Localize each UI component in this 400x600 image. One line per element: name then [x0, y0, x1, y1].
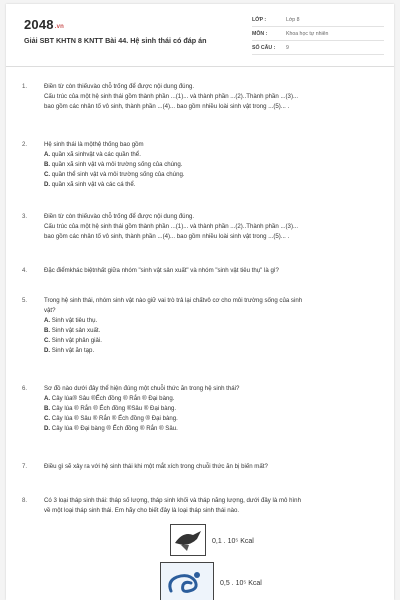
question-body: [44, 212, 374, 242]
site-logo[interactable]: [24, 17, 64, 32]
question-line: Có 3 loại tháp sinh thái: tháp số lượng, tháp sinh khối và tháp năng lượng, dưới đây là mô hình: [44, 497, 301, 504]
question-line: Hệ sinh thái là mộthệ thống bao gồm: [44, 141, 144, 148]
option-key: A.: [44, 317, 51, 324]
document-page: [6, 4, 394, 600]
question-number: 4.: [22, 267, 28, 274]
question-body: [44, 82, 374, 112]
question-line: bao gồm các nhân tố vô sinh, thành phần ...(4)... bao gồm nhiều loài sinh vật trong ...(5)... .: [44, 103, 290, 110]
meta-label: MÔN :: [252, 30, 268, 37]
answer-option[interactable]: [44, 316, 374, 326]
question-number: 3.: [22, 213, 28, 220]
option-text: quần thể sinh vật và môi trường sống của chúng.: [51, 171, 185, 178]
question-body: [44, 296, 374, 356]
option-key: C.: [44, 171, 51, 178]
question-line: vật?: [44, 307, 56, 314]
answer-option[interactable]: [44, 404, 374, 414]
option-text: Cây lúa ® Rắn ® Ếch đồng ®Sâu ® Đại bàng.: [51, 405, 177, 412]
logo-sub-text: .vn: [54, 24, 65, 30]
meta-value: 9: [286, 44, 289, 51]
meta-value: Khoa học tự nhiên: [286, 30, 329, 37]
question-line: Đặc điểmkhác biệtnhất giữa nhóm "sinh vật sản xuất" và nhóm "sinh vật tiêu thụ" là gì?: [44, 267, 279, 274]
document-header: [6, 4, 394, 67]
answer-option[interactable]: [44, 150, 374, 160]
meta-row-subject: [252, 27, 384, 41]
ecological-pyramid-figure: [156, 524, 316, 600]
option-key: C.: [44, 415, 51, 422]
option-text: quần xã sinh vật và môi trường sống của chúng.: [51, 161, 183, 168]
answer-option[interactable]: [44, 414, 374, 424]
option-text: Sinh vật tiêu thụ.: [51, 317, 98, 324]
answer-option[interactable]: [44, 346, 374, 356]
option-key: D.: [44, 347, 51, 354]
logo-main-text: 2048: [24, 17, 54, 32]
eagle-icon: [171, 525, 205, 555]
option-text: Sinh vật phân giải.: [51, 337, 102, 344]
question-number: 8.: [22, 497, 28, 504]
question-line: về một loại tháp sinh thái. Em hãy cho biết đây là loại tháp sinh thái nào.: [44, 507, 240, 514]
question-line: Cấu trúc của một hệ sinh thái gồm thành phần ...(1)... và thành phần ...(2)..Thành phần ...(3)...: [44, 223, 299, 230]
answer-option[interactable]: [44, 336, 374, 346]
pyramid-middle-label: 0,5 . 10⁵ Kcal: [220, 580, 262, 587]
pyramid-top-label: 0,1 . 10⁵ Kcal: [212, 538, 254, 545]
question-number: 2.: [22, 141, 28, 148]
question-number: 6.: [22, 385, 28, 392]
question-line: Trong hệ sinh thái, nhóm sinh vật nào giữ vai trò trả lại chấtvô cơ cho môi trường sống của sinh: [44, 297, 303, 304]
question-body: [44, 140, 374, 190]
question-body: [44, 462, 374, 472]
question-body: [44, 266, 374, 276]
pyramid-middle-tier: [160, 562, 214, 600]
answer-option[interactable]: [44, 424, 374, 434]
pyramid-top-tier: [170, 524, 206, 556]
question-number: 7.: [22, 463, 28, 470]
option-key: B.: [44, 327, 51, 334]
option-text: Cây lúa® Sâu ®Ếch đồng ® Rắn ® Đại bàng.: [51, 395, 175, 402]
answer-option[interactable]: [44, 326, 374, 336]
option-text: Sinh vật ăn tạp.: [51, 347, 95, 354]
option-text: Cây lúa ® Đại bàng ® Ếch đồng ® Rắn ® Sâu.: [51, 425, 178, 432]
option-text: quần xã sinh vật và các cá thể.: [51, 181, 136, 188]
option-key: A.: [44, 151, 51, 158]
answer-option[interactable]: [44, 170, 374, 180]
option-key: D.: [44, 181, 51, 188]
option-key: A.: [44, 395, 51, 402]
option-key: D.: [44, 425, 51, 432]
answer-option[interactable]: [44, 394, 374, 404]
meta-label: LỚP :: [252, 16, 267, 23]
question-line: bao gồm các nhân tố vô sinh, thành phần ...(4)... bao gồm nhiều loài sinh vật trong ...(5)... .: [44, 233, 290, 240]
option-text: quần xã sinhvật và các quần thể.: [51, 151, 141, 158]
option-text: Cây lúa ® Sâu ® Rắn ® Ếch đồng ® Đại bàng.: [51, 415, 178, 422]
question-line: Cấu trúc của một hệ sinh thái gồm thành phần ...(1)... và thành phần ...(2)..Thành phần ...(3)...: [44, 93, 299, 100]
question-number: 1.: [22, 83, 28, 90]
question-line: Điều gì sẽ xảy ra với hệ sinh thái khi một mắt xích trong chuỗi thức ăn bị biến mất?: [44, 463, 268, 470]
answer-option[interactable]: [44, 180, 374, 190]
snake-icon: [161, 563, 213, 600]
question-number: 5.: [22, 297, 28, 304]
document-title: Giải SBT KHTN 8 KNTT Bài 44. Hệ sinh thái có đáp án: [24, 36, 207, 45]
question-body: [44, 496, 374, 516]
meta-value: Lớp 8: [286, 16, 300, 23]
question-line: Điền từ còn thiếuvào chỗ trống để được nội dung đúng.: [44, 83, 195, 90]
option-key: B.: [44, 161, 51, 168]
option-key: C.: [44, 337, 51, 344]
document-meta: [252, 13, 384, 55]
question-body: [44, 384, 374, 434]
meta-row-grade: [252, 13, 384, 27]
option-text: Sinh vật sản xuất.: [51, 327, 101, 334]
meta-row-count: [252, 41, 384, 55]
option-key: B.: [44, 405, 51, 412]
question-line: Sơ đồ nào dưới đây thể hiện đúng một chuỗi thức ăn trong hệ sinh thái?: [44, 385, 240, 392]
meta-label: SỐ CÂU :: [252, 44, 276, 51]
question-line: Điền từ còn thiếuvào chỗ trống để được nội dung đúng.: [44, 213, 195, 220]
answer-option[interactable]: [44, 160, 374, 170]
